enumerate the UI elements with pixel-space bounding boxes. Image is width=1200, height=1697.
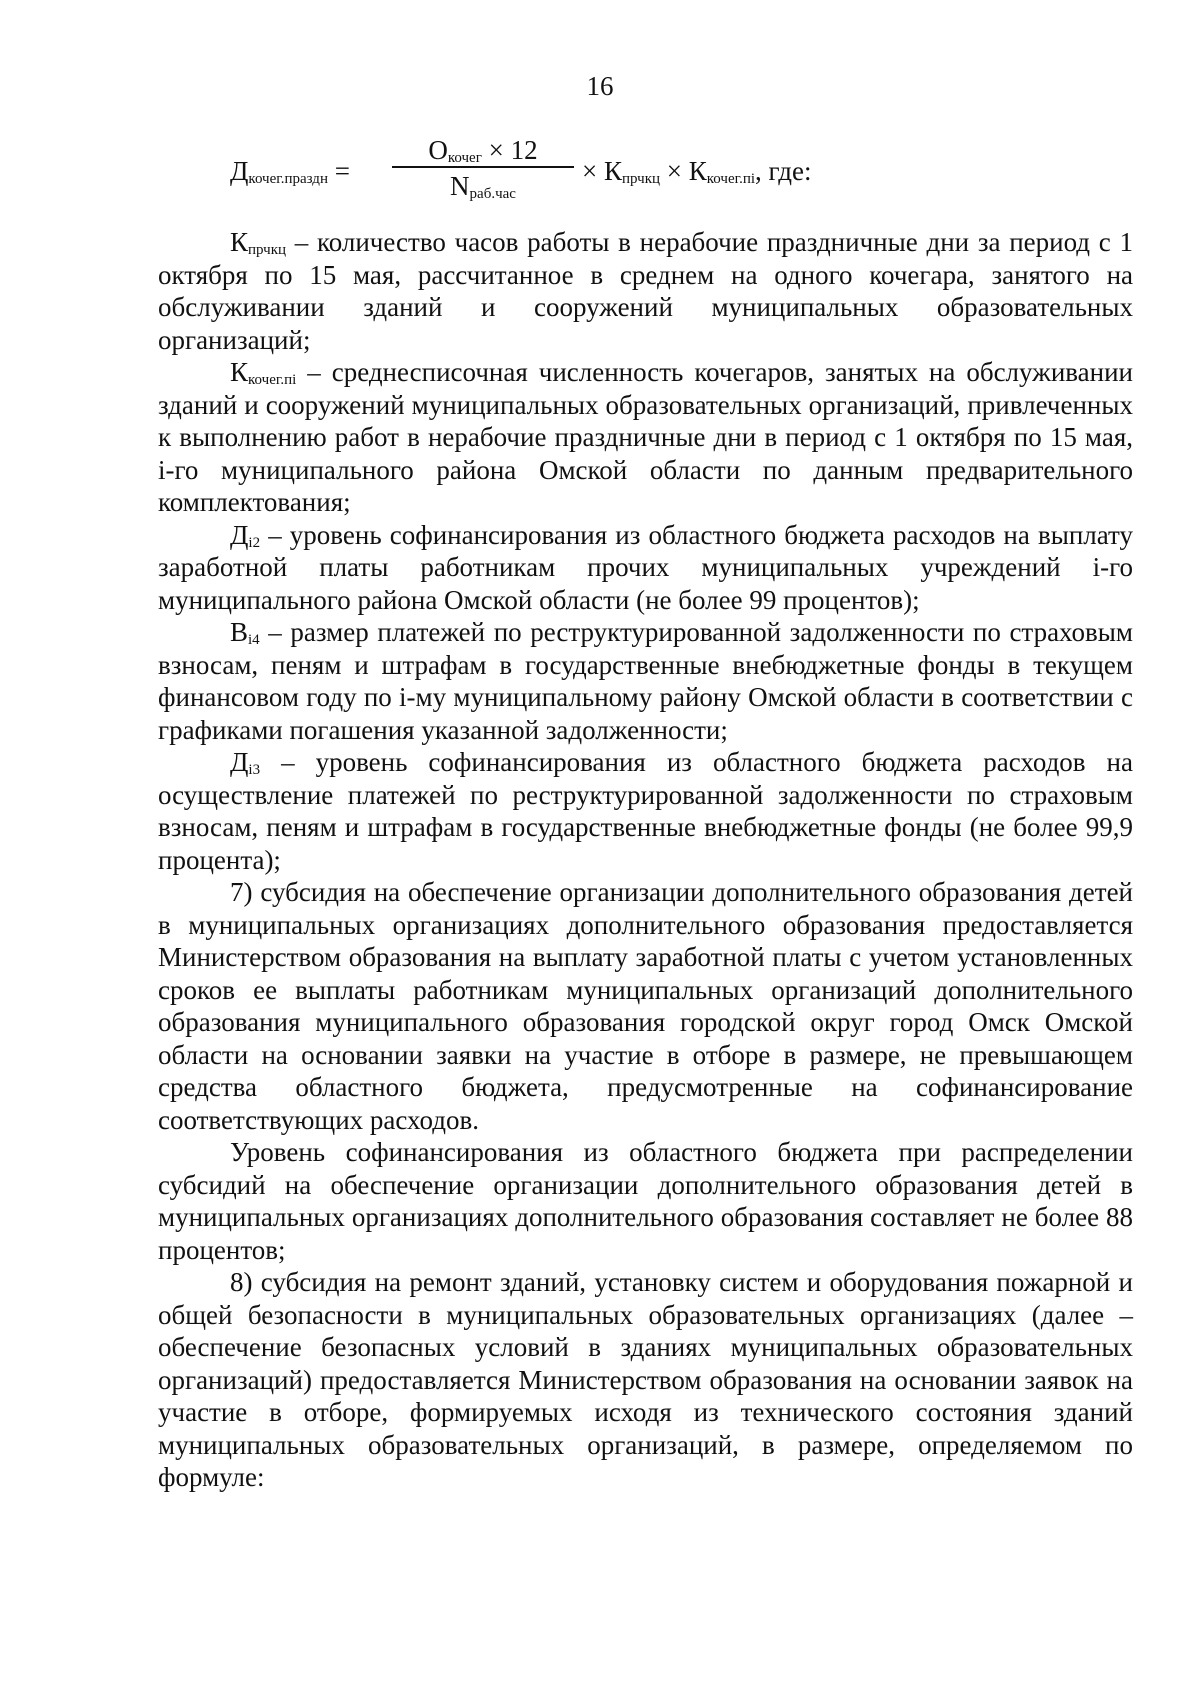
paragraph-v-i4 — [158, 616, 1133, 746]
formula-num-subscript: кочег — [447, 150, 482, 166]
formula-num-tail: × 12 — [481, 135, 538, 165]
var-subscript: i4 — [248, 632, 260, 648]
paragraph-text: – количество часов работы в нерабочие праздничные дни за период с 1 октября по 15 мая, рассчитанное в среднем на одного кочегара, занятого на обслуживании зданий и сооружений муниципальных образовательных организаций; — [158, 227, 1133, 355]
formula-lhs-subscript: кочег.праздн — [248, 171, 328, 187]
formula-den-subscript: раб.час — [469, 186, 516, 202]
var-symbol: В — [230, 617, 249, 647]
formula-equals: = — [327, 156, 350, 186]
paragraph-item-7: 7) субсидия на обеспечение организации дополнительного образования детей в муниципальных организациях дополнительного образования предоставляется Министерством образования на выплату заработной платы с учетом установленных сроков ее выплаты работникам муниципальных организаций дополнительного образования муниципального образования городской округ город Омск Омской области на основании заявки на участие в отборе в размере, не превышающем средства областного бюджета, предусмотренные на софинансирование соответствующих расходов. — [158, 877, 1133, 1135]
formula-den-symbol: N — [450, 171, 470, 201]
paragraph-text: – среднесписочная численность кочегаров, занятых на обслуживании зданий и сооружений муниципальных образовательных организаций, привлеченных к выполнению работ в нерабочие праздничные дни в период с 1 октября по 15 мая, i-го муниципального района Омской области по данным предварительного комплектования; — [158, 357, 1133, 517]
formula-rhs-op1: × К — [582, 156, 622, 186]
formula-rhs-tail: , где: — [755, 156, 812, 186]
var-symbol: К — [230, 357, 249, 387]
paragraph-text: – размер платежей по реструктурированной задолженности по страховым взносам, пеням и штрафам в государственные внебюджетные фонды в текущем финансовом году по i-му муниципальному району Омской области в соответствии с графиками погашения указанной задолженности; — [158, 617, 1133, 745]
paragraph-k-kocheg — [158, 356, 1133, 519]
formula-num-symbol: О — [428, 135, 448, 165]
formula-denominator — [392, 170, 574, 202]
formula-lhs-symbol: Д — [230, 156, 249, 186]
paragraph-cofinancing-level: Уровень софинансирования из областного бюджета при распределении субсидий на обеспечение организации дополнительного образования детей в муниципальных организациях дополнительного образования составляет не более 88 процентов; — [158, 1137, 1133, 1265]
paragraph-d-i2 — [158, 519, 1133, 617]
formula-rhs-subscript2: кочег.пi — [706, 171, 756, 187]
var-symbol: К — [230, 227, 249, 257]
formula-rhs-op2: × К — [660, 156, 707, 186]
var-subscript: кочег.пi — [248, 372, 297, 388]
var-symbol: Д — [230, 519, 249, 550]
document-body — [158, 226, 1133, 1494]
paragraph-item-8: 8) субсидия на ремонт зданий, установку систем и оборудования пожарной и общей безопасности в муниципальных образовательных организациях (далее – обеспечение безопасных условий в зданиях муниципальных образовательных организаций) предоставляется Министерством образования на основании заявок на участие в отборе, формируемых исходя из технического состояния зданий муниципальных образовательных организаций, в размере, определяемом по формуле: — [158, 1267, 1133, 1492]
formula-rhs-subscript1: прчкц — [622, 171, 661, 187]
paragraph-text: – уровень софинансирования из областного бюджета расходов на осуществление платежей по реструктурированной задолженности по страховым взносам, пеням и штрафам в государственные внебюджетные фонды (не более 99,9 процента); — [158, 747, 1133, 875]
paragraph-k-prchkc — [158, 226, 1133, 356]
formula-fraction-bar — [392, 166, 574, 168]
var-symbol: Д — [230, 747, 249, 777]
page-number: 16 — [586, 71, 614, 101]
var-subscript: i3 — [248, 762, 261, 778]
var-subscript: прчкц — [248, 242, 287, 258]
var-subscript: i2 — [248, 534, 261, 551]
formula-numerator — [392, 134, 574, 166]
formula-rhs — [582, 156, 811, 187]
formula-lhs — [230, 156, 350, 187]
paragraph-text: – уровень софинансирования из областного бюджета расходов на выплату заработной платы работникам прочих муниципальных учреждений i-го муниципального района Омской области (не более 99 процентов); — [158, 519, 1133, 615]
paragraph-d-i3 — [158, 746, 1133, 876]
formula-fraction — [392, 134, 574, 202]
